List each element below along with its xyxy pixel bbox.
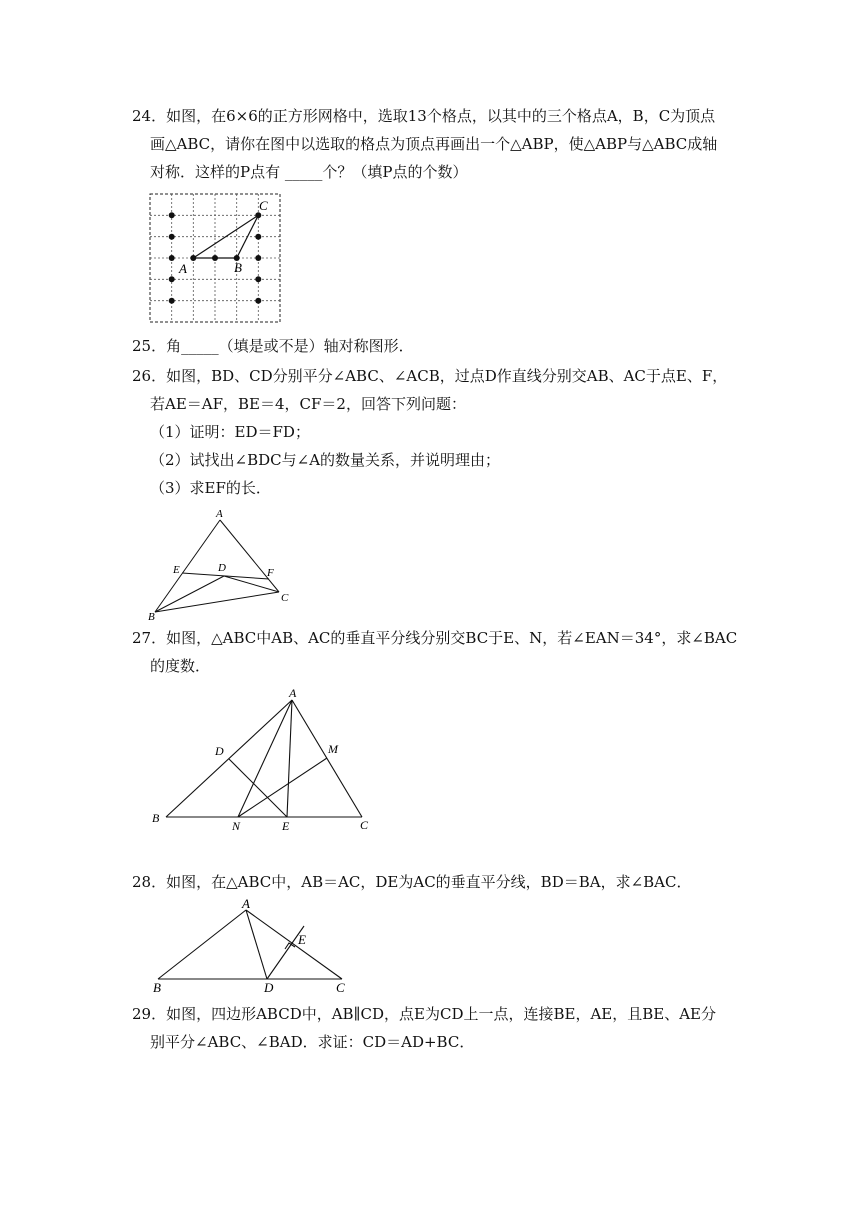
q26-line-4: （2）试找出∠BDC与∠A的数量关系，并说明理由； — [150, 451, 501, 469]
q27-label-d: D — [215, 744, 224, 758]
q26-label-b: B — [148, 611, 155, 623]
q27-label-m: M — [328, 742, 338, 756]
q24-grid-figure — [148, 192, 282, 324]
q26-line-1: 26．如图，BD、CD分别平分∠ABC、∠ACB，过点D作直线分别交AB、AC于点E、F， — [132, 367, 728, 385]
q24-label-c: C — [259, 198, 268, 213]
q26-label-f: F — [267, 567, 274, 579]
q29-line-2: 别平分∠ABC、∠BAD．求证：CD＝AD+BC． — [150, 1033, 475, 1051]
q28-label-e: E — [298, 932, 306, 947]
q28-label-b: B — [153, 980, 161, 995]
q27-label-n: N — [232, 819, 241, 833]
q28-label-d: D — [264, 980, 274, 995]
q26-line-5: （3）求EF的长． — [150, 479, 271, 497]
q28-label-c: C — [336, 980, 345, 995]
q24-label-b: B — [234, 260, 242, 275]
q26-triangle-figure — [140, 506, 300, 624]
q27-label-c: C — [360, 818, 369, 832]
q26-label-e: E — [173, 564, 180, 576]
q24-label-a: A — [179, 261, 187, 276]
q27-line-1: 27．如图，△ABC中AB、AC的垂直平分线分别交BC于E、N，若∠EAN＝34°，求∠BAC — [132, 629, 738, 647]
q24-line-1: 24．如图，在6×6的正方形网格中，选取13个格点，以其中的三个格点A，B，C为顶点 — [132, 107, 716, 125]
q28-line-1: 28．如图，在△ABC中，AB＝AC，DE为AC的垂直平分线，BD＝BA，求∠BAC． — [132, 873, 692, 891]
q27-triangle-figure — [148, 684, 380, 836]
q26-line-2: 若AE＝AF，BE＝4，CF＝2，回答下列问题： — [150, 395, 466, 413]
q25-line-1: 25．角_____（填是或不是）轴对称图形． — [132, 337, 414, 355]
q27-label-b: B — [152, 811, 160, 825]
q26-label-a: A — [216, 508, 223, 520]
q26-label-d: D — [218, 562, 226, 574]
q28-triangle-figure — [148, 896, 358, 996]
q27-line-2: 的度数． — [150, 657, 211, 675]
q29-line-1: 29．如图，四边形ABCD中，AB∥CD，点E为CD上一点，连接BE，AE，且BE、AE分 — [132, 1005, 716, 1023]
q26-label-c: C — [281, 592, 289, 604]
q27-label-a: A — [289, 686, 297, 700]
q28-label-a: A — [242, 896, 250, 911]
q24-line-2: 画△ABC，请你在图中以选取的格点为顶点再画出一个△ABP，使△ABP与△ABC成轴 — [150, 135, 718, 153]
q26-line-3: （1）证明：ED＝FD； — [150, 423, 310, 441]
q24-line-3: 对称．这样的P点有 _____个？（填P点的个数） — [150, 163, 468, 181]
q27-label-e: E — [282, 819, 290, 833]
